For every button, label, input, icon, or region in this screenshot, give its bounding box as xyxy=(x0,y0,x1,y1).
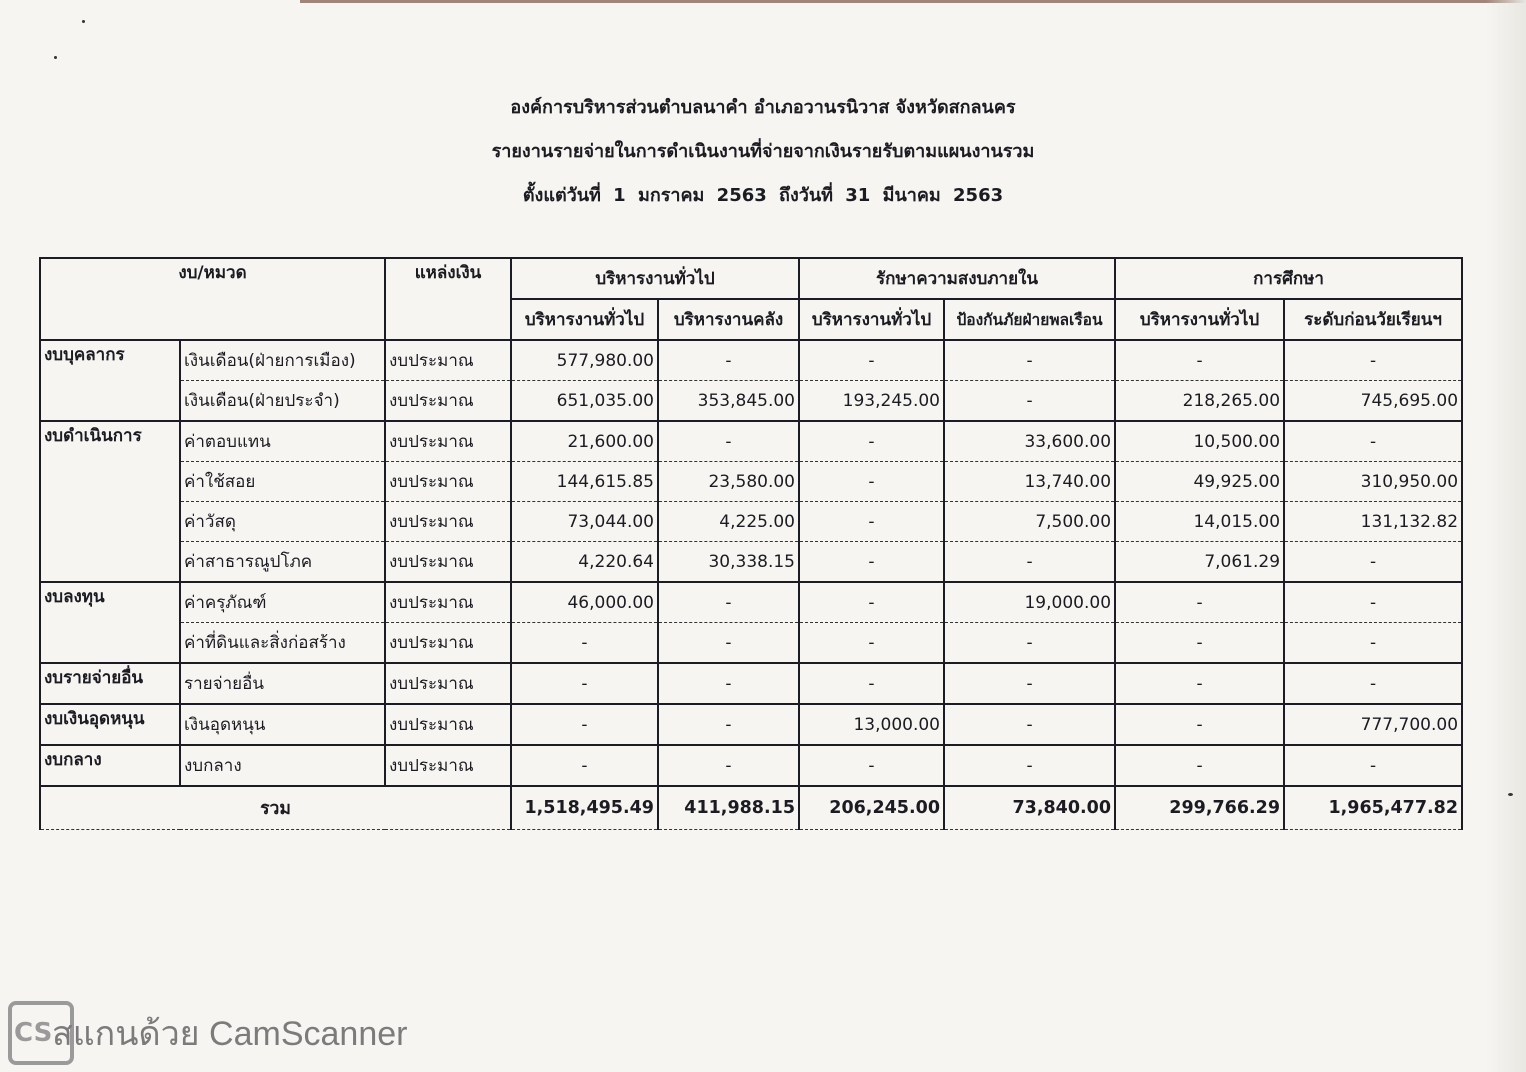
subcategory-cell: รายจ่ายอื่น xyxy=(180,663,385,704)
page-edge xyxy=(300,0,1526,3)
amount-cell: - xyxy=(511,704,658,745)
amount-cell: - xyxy=(1115,704,1284,745)
table-row xyxy=(40,462,1462,502)
table-row xyxy=(40,542,1462,583)
source-cell: งบประมาณ xyxy=(385,542,511,583)
amount-cell: - xyxy=(799,582,944,623)
scan-speck xyxy=(82,20,85,23)
category-other: งบรายจ่ายอื่น xyxy=(40,663,180,704)
amount-cell: - xyxy=(1284,623,1462,664)
camscanner-watermark xyxy=(8,1002,407,1064)
camscanner-logo-icon: CS xyxy=(8,1001,74,1065)
amount-cell: - xyxy=(944,623,1115,664)
total-value: 1,518,495.49 xyxy=(511,786,658,830)
source-cell: งบประมาณ xyxy=(385,381,511,422)
table-row xyxy=(40,623,1462,664)
amount-cell: - xyxy=(799,462,944,502)
amount-cell: - xyxy=(1115,582,1284,623)
category-central: งบกลาง xyxy=(40,745,180,786)
amount-cell: - xyxy=(658,340,799,381)
amount-cell: 777,700.00 xyxy=(1284,704,1462,745)
amount-cell: 13,000.00 xyxy=(799,704,944,745)
amount-cell: 353,845.00 xyxy=(658,381,799,422)
subcategory-cell: ค่าตอบแทน xyxy=(180,421,385,462)
header-group-general-admin: บริหารงานทั่วไป xyxy=(511,258,799,299)
amount-cell: 30,338.15 xyxy=(658,542,799,583)
amount-cell: 577,980.00 xyxy=(511,340,658,381)
subcategory-cell: ค่าที่ดินและสิ่งก่อสร้าง xyxy=(180,623,385,664)
amount-cell: - xyxy=(944,542,1115,583)
amount-cell: - xyxy=(799,421,944,462)
amount-cell: 73,044.00 xyxy=(511,502,658,542)
total-value: 73,840.00 xyxy=(944,786,1115,830)
header-source: แหล่งเงิน xyxy=(385,258,511,340)
table-row xyxy=(40,663,1462,704)
amount-cell: - xyxy=(799,745,944,786)
header-category: งบ/หมวด xyxy=(40,258,385,340)
header-col-1: บริหารงานทั่วไป xyxy=(511,299,658,340)
subcategory-cell: ค่าสาธารณูปโภค xyxy=(180,542,385,583)
amount-cell: - xyxy=(1284,663,1462,704)
amount-cell: 33,600.00 xyxy=(944,421,1115,462)
source-cell: งบประมาณ xyxy=(385,582,511,623)
amount-cell: - xyxy=(1115,623,1284,664)
table-row xyxy=(40,704,1462,745)
amount-cell: - xyxy=(944,663,1115,704)
amount-cell: 19,000.00 xyxy=(944,582,1115,623)
table-body xyxy=(40,340,1462,830)
amount-cell: 7,500.00 xyxy=(944,502,1115,542)
amount-cell: 745,695.00 xyxy=(1284,381,1462,422)
organization-title: องค์การบริหารส่วนตำบลนาคำ อำเภอวานรนิวาส จังหวัดสกลนคร xyxy=(510,97,1016,118)
total-value: 411,988.15 xyxy=(658,786,799,830)
subcategory-cell: เงินเดือน(ฝ่ายการเมือง) xyxy=(180,340,385,381)
amount-cell: - xyxy=(799,542,944,583)
amount-cell: - xyxy=(944,704,1115,745)
report-period: ตั้งแต่วันที่ 1 มกราคม 2563 ถึงวันที่ 31 มีนาคม 2563 xyxy=(522,185,1004,206)
amount-cell: - xyxy=(1284,542,1462,583)
amount-cell: 7,061.29 xyxy=(1115,542,1284,583)
amount-cell: - xyxy=(944,381,1115,422)
amount-cell: - xyxy=(1115,663,1284,704)
table-row xyxy=(40,340,1462,381)
table-row xyxy=(40,381,1462,422)
subcategory-cell: เงินเดือน(ฝ่ายประจำ) xyxy=(180,381,385,422)
category-investment: งบลงทุน xyxy=(40,582,180,663)
amount-cell: - xyxy=(511,663,658,704)
header-col-5: บริหารงานทั่วไป xyxy=(1115,299,1284,340)
amount-cell: - xyxy=(799,340,944,381)
total-value: 299,766.29 xyxy=(1115,786,1284,830)
amount-cell: 651,035.00 xyxy=(511,381,658,422)
amount-cell: 310,950.00 xyxy=(1284,462,1462,502)
amount-cell: 49,925.00 xyxy=(1115,462,1284,502)
amount-cell: 4,220.64 xyxy=(511,542,658,583)
amount-cell: - xyxy=(658,623,799,664)
header-col-2: บริหารงานคลัง xyxy=(658,299,799,340)
category-operation: งบดำเนินการ xyxy=(40,421,180,582)
subcategory-cell: ค่าวัสดุ xyxy=(180,502,385,542)
amount-cell: - xyxy=(799,663,944,704)
total-label: รวม xyxy=(40,786,511,830)
source-cell: งบประมาณ xyxy=(385,340,511,381)
amount-cell: 193,245.00 xyxy=(799,381,944,422)
source-cell: งบประมาณ xyxy=(385,462,511,502)
header-col-4: ป้องกันภัยฝ่ายพลเรือน xyxy=(944,299,1115,340)
category-personnel: งบบุคลากร xyxy=(40,340,180,421)
source-cell: งบประมาณ xyxy=(385,421,511,462)
scan-speck xyxy=(1508,793,1513,796)
amount-cell: - xyxy=(658,582,799,623)
amount-cell: 46,000.00 xyxy=(511,582,658,623)
amount-cell: - xyxy=(799,623,944,664)
expense-table xyxy=(39,257,1463,830)
amount-cell: - xyxy=(1115,340,1284,381)
amount-cell: - xyxy=(658,704,799,745)
amount-cell: - xyxy=(1284,340,1462,381)
amount-cell: - xyxy=(511,745,658,786)
amount-cell: - xyxy=(799,502,944,542)
table-row xyxy=(40,745,1462,786)
source-cell: งบประมาณ xyxy=(385,745,511,786)
amount-cell: - xyxy=(1284,745,1462,786)
amount-cell: - xyxy=(658,663,799,704)
amount-cell: - xyxy=(1115,745,1284,786)
source-cell: งบประมาณ xyxy=(385,704,511,745)
table-row xyxy=(40,502,1462,542)
table-row xyxy=(40,421,1462,462)
total-value: 1,965,477.82 xyxy=(1284,786,1462,830)
scan-speck xyxy=(54,56,57,59)
report-header xyxy=(0,92,1526,224)
amount-cell: 14,015.00 xyxy=(1115,502,1284,542)
source-cell: งบประมาณ xyxy=(385,623,511,664)
amount-cell: 23,580.00 xyxy=(658,462,799,502)
amount-cell: 131,132.82 xyxy=(1284,502,1462,542)
table-header xyxy=(40,258,1462,340)
amount-cell: - xyxy=(944,340,1115,381)
source-cell: งบประมาณ xyxy=(385,663,511,704)
amount-cell: 218,265.00 xyxy=(1115,381,1284,422)
category-subsidy: งบเงินอุดหนุน xyxy=(40,704,180,745)
subcategory-cell: งบกลาง xyxy=(180,745,385,786)
total-value: 206,245.00 xyxy=(799,786,944,830)
amount-cell: 21,600.00 xyxy=(511,421,658,462)
table-row xyxy=(40,582,1462,623)
amount-cell: - xyxy=(1284,421,1462,462)
amount-cell: - xyxy=(658,421,799,462)
amount-cell: - xyxy=(658,745,799,786)
header-col-3: บริหารงานทั่วไป xyxy=(799,299,944,340)
amount-cell: - xyxy=(1284,582,1462,623)
subcategory-cell: ค่าครุภัณฑ์ xyxy=(180,582,385,623)
source-cell: งบประมาณ xyxy=(385,502,511,542)
total-row xyxy=(40,786,1462,830)
watermark-text: สแกนด้วย CamScanner xyxy=(52,1015,408,1053)
amount-cell: 13,740.00 xyxy=(944,462,1115,502)
amount-cell: 4,225.00 xyxy=(658,502,799,542)
amount-cell: 144,615.85 xyxy=(511,462,658,502)
amount-cell: - xyxy=(511,623,658,664)
report-title: รายงานรายจ่ายในการดำเนินงานที่จ่ายจากเงินรายรับตามแผนงานรวม xyxy=(491,141,1035,162)
subcategory-cell: เงินอุดหนุน xyxy=(180,704,385,745)
header-col-6: ระดับก่อนวัยเรียนฯ xyxy=(1284,299,1462,340)
amount-cell: 10,500.00 xyxy=(1115,421,1284,462)
header-group-education: การศึกษา xyxy=(1115,258,1462,299)
subcategory-cell: ค่าใช้สอย xyxy=(180,462,385,502)
amount-cell: - xyxy=(944,745,1115,786)
header-group-internal-security: รักษาความสงบภายใน xyxy=(799,258,1115,299)
